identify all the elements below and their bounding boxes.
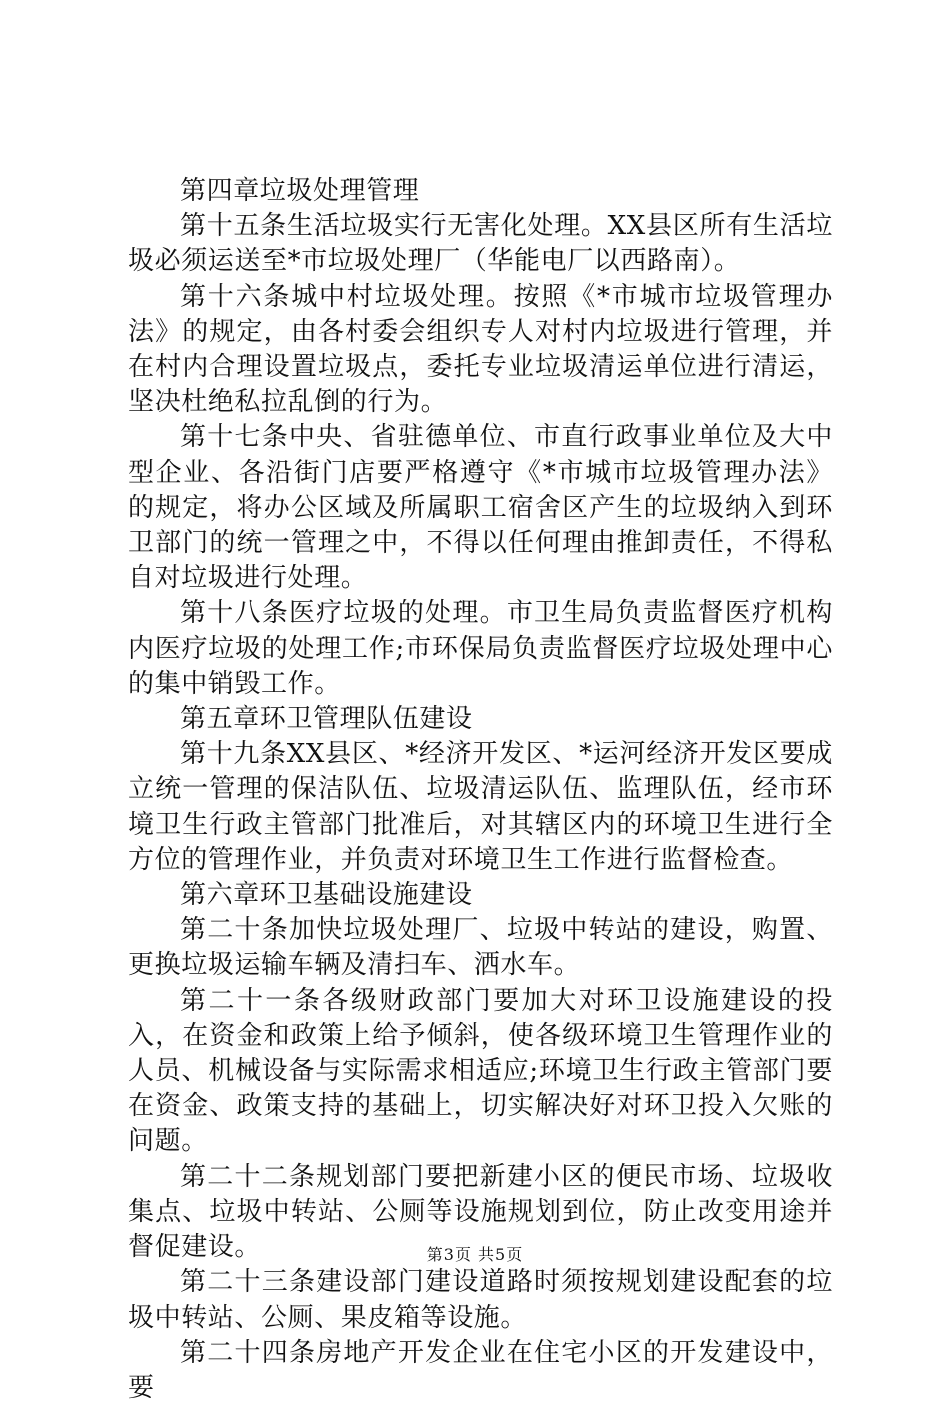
article-20: 第二十条加快垃圾处理厂、垃圾中转站的建设，购置、更换垃圾运输车辆及清扫车、洒水车。 [128, 915, 833, 981]
article-18: 第十八条医疗垃圾的处理。市卫生局负责监督医疗机构内医疗垃圾的处理工作;市环保局负责监督医疗垃圾处理中心的集中销毁工作。 [128, 598, 833, 699]
chapter-heading-4: 第四章垃圾处理管理 [180, 176, 420, 206]
article-21: 第二十一条各级财政部门要加大对环卫设施建设的投入，在资金和政策上给予倾斜，使各级环境卫生管理作业的人员、机械设备与实际需求相适应;环境卫生行政主管部门要在资金、政策支持的基础上，切实解决好对环卫投入欠账的问题。 [128, 985, 833, 1157]
page-footer [0, 1245, 950, 1265]
article-22: 第二十二条规划部门要把新建小区的便民市场、垃圾收集点、垃圾中转站、公厕等设施规划到位，防止改变用途并督促建设。 [128, 1161, 833, 1263]
article-24: 第二十四条房地产开发企业在住宅小区的开发建设中，要 [128, 1337, 833, 1403]
article-19: 第十九条XX县区、*经济开发区、*运河经济开发区要成立统一管理的保洁队伍、垃圾清运队伍、监理队伍，经市环境卫生行政主管部门批准后，对其辖区内的环境卫生进行全方位的管理作业，并负责对环境卫生工作进行监督检查。 [128, 739, 833, 875]
document-body [128, 174, 833, 1406]
article-23: 第二十三条建设部门建设道路时须按规划建设配套的垃圾中转站、公厕、果皮箱等设施。 [128, 1267, 833, 1333]
article-16: 第十六条城中村垃圾处理。按照《*市城市垃圾管理办法》的规定，由各村委会组织专人对村内垃圾进行管理，并在村内合理设置垃圾点，委托专业垃圾清运单位进行清运，坚决杜绝私拉乱倒的行为。 [128, 281, 833, 418]
page-number-label: 第3页 共5页 [426, 1245, 524, 1264]
article-15: 第十五条生活垃圾实行无害化处理。XX县区所有生活垃圾必须运送至*市垃圾处理厂（华能电厂以西路南）。 [128, 211, 833, 277]
article-17: 第十七条中央、省驻德单位、市直行政事业单位及大中型企业、各沿街门店要严格遵守《*市城市垃圾管理办法》的规定，将办公区域及所属职工宿舍区产生的垃圾纳入到环卫部门的统一管理之中，不得以任何理由推卸责任，不得私自对垃圾进行处理。 [128, 422, 833, 594]
chapter-heading-6: 第六章环卫基础设施建设 [180, 880, 473, 911]
chapter-heading-5: 第五章环卫管理队伍建设 [180, 704, 473, 735]
